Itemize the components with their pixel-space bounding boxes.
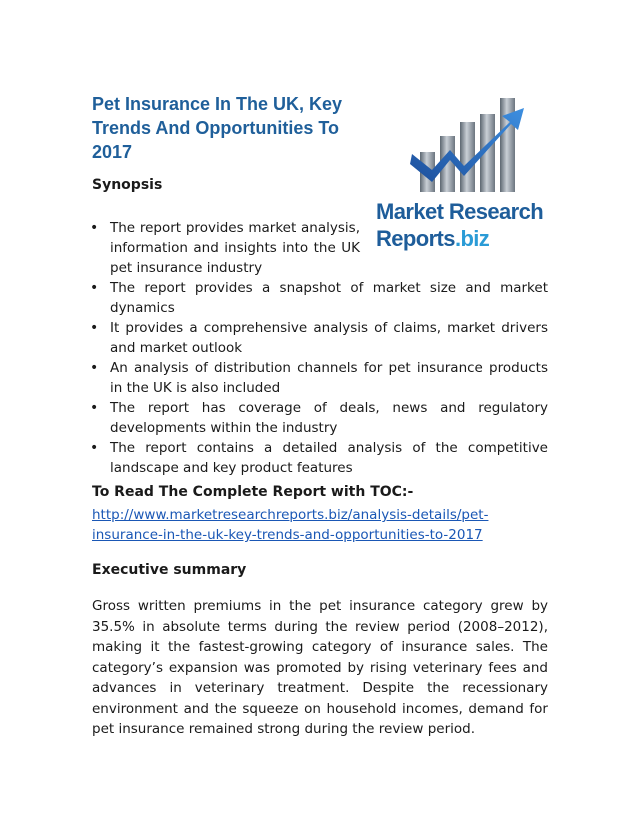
logo-wordmark-biz: .biz xyxy=(454,226,490,251)
document-title: Pet Insurance In The UK, Key Trends And Opportunities To 2017 xyxy=(92,94,343,162)
list-item: • It provides a comprehensive analysis of claims, market drivers and market outlook xyxy=(92,318,548,358)
executive-summary-body: Gross written premiums in the pet insurance category grew by 35.5% in absolute terms during the review period (2008–2012), making it the fastest-growing category of insurance sales. The category’s expansion was promoted by rising veterinary fees and advances in veterinary treatment. Despite the recessionary environment and the squeeze on household incomes, demand for pet insurance remained strong during the review period. xyxy=(92,598,548,737)
toc-heading: To Read The Complete Report with TOC:- xyxy=(92,484,414,500)
list-item: • The report provides a snapshot of market size and market dynamics xyxy=(92,278,548,318)
toc-link[interactable]: http://www.marketresearchreports.biz/analysis-details/pet-insurance-in-the-uk-key-trends-and-opportunities-to-2017 xyxy=(92,507,489,543)
list-item: • The report provides market analysis, information and insights into the UK pet insurance industry xyxy=(92,218,360,278)
logo-wordmark-reports: Reports xyxy=(376,226,455,251)
executive-summary-heading: Executive summary xyxy=(92,562,247,578)
list-item: • An analysis of distribution channels for pet insurance products in the UK is also included xyxy=(92,358,548,398)
list-item: • The report contains a detailed analysis of the competitive landscape and key product features xyxy=(92,438,548,478)
synopsis-heading: Synopsis xyxy=(92,177,163,193)
logo-wordmark-line1: Market Research xyxy=(376,199,544,224)
list-item: • The report has coverage of deals, news and regulatory developments within the industry xyxy=(92,398,548,438)
synopsis-list xyxy=(92,218,548,478)
